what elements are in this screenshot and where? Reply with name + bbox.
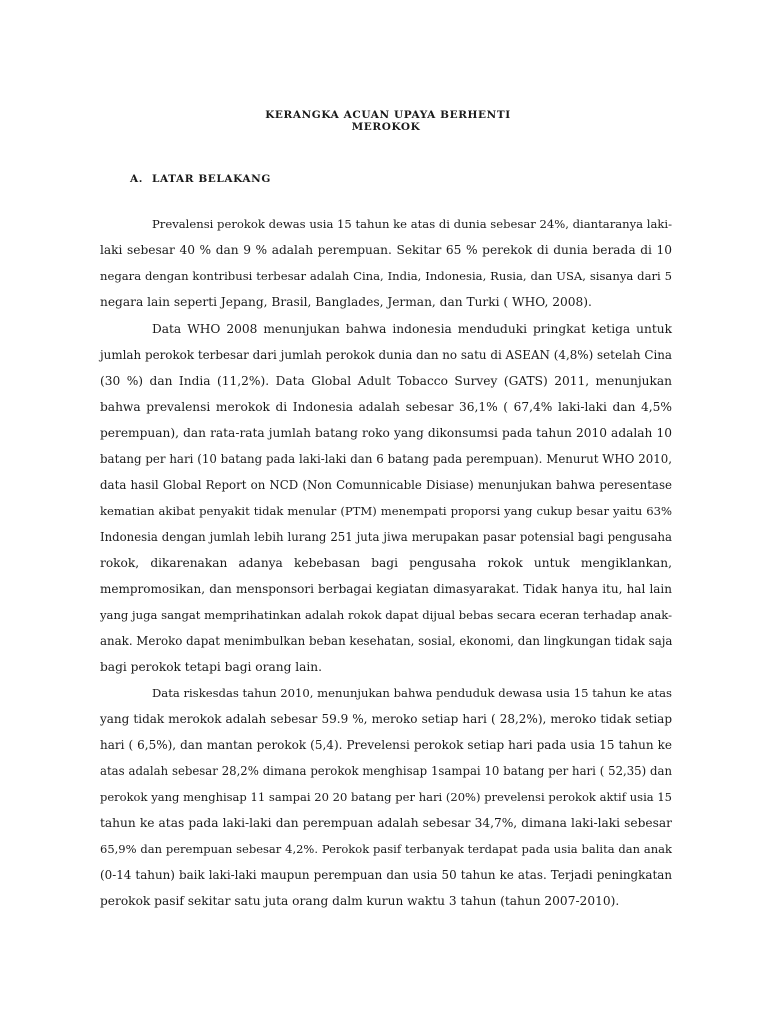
paragraph-line: Indonesia dengan jumlah lebih lurang 251 juta jiwa merupakan pasar potensial bagi pengusaha <box>100 530 672 544</box>
paragraph-line: Data riskesdas tahun 2010, menunjukan bahwa penduduk dewasa usia 15 tahun ke atas <box>152 686 672 700</box>
paragraph-line: mempromosikan, dan mensponsori berbagai kegiatan dimasyarakat. Tidak hanya itu, hal lain <box>100 582 672 596</box>
paragraph-line: yang juga sangat memprihatinkan adalah rokok dapat dijual bebas secara eceran terhadap anak- <box>100 608 673 622</box>
paragraph-line: (30 %) dan India (11,2%). Data Global Adult Tobacco Survey (GATS) 2011, menunjukan <box>100 374 672 388</box>
paragraph-line: laki sebesar 40 % dan 9 % adalah perempuan. Sekitar 65 % perekok di dunia berada di 10 <box>100 243 672 257</box>
paragraph-line: perokok yang menghisap 11 sampai 20 20 batang per hari (20%) prevelensi perokok aktif usia 15 <box>100 790 672 804</box>
paragraph-line: yang tidak merokok adalah sebesar 59.9 %, meroko setiap hari ( 28,2%), meroko tidak setiap <box>100 712 672 726</box>
paragraph-line: rokok, dikarenakan adanya kebebasan bagi pengusaha rokok untuk mengiklankan, <box>100 556 672 570</box>
paragraph-line: tahun ke atas pada laki-laki dan perempuan adalah sebesar 34,7%, dimana laki-laki sebesar <box>100 816 672 830</box>
paragraph-line: (0-14 tahun) baik laki-laki maupun perempuan dan usia 50 tahun ke atas. Terjadi peningkatan <box>100 868 672 882</box>
paragraph-line: negara lain seperti Jepang, Brasil, Banglades, Jerman, dan Turki ( WHO, 2008). <box>100 295 592 309</box>
paragraph-line: hari ( 6,5%), dan mantan perokok (5,4). Prevelensi perokok setiap hari pada usia 15 tahun ke <box>100 738 672 752</box>
paragraph-line: batang per hari (10 batang pada laki-laki dan 6 batang pada perempuan). Menurut WHO 2010, <box>100 452 672 466</box>
section-heading <box>130 173 271 185</box>
paragraph-line: kematian akibat penyakit tidak menular (PTM) menempati proporsi yang cukup besar yaitu 63% <box>100 504 672 518</box>
paragraph-line: jumlah perokok terbesar dari jumlah perokok dunia dan no satu di ASEAN (4,8%) setelah Cina <box>100 348 672 362</box>
paragraph-line: bagi perokok tetapi bagi orang lain. <box>100 660 323 674</box>
paragraph-line: bahwa prevalensi merokok di Indonesia adalah sebesar 36,1% ( 67,4% laki-laki dan 4,5% <box>100 400 672 414</box>
paragraph-line: data hasil Global Report on NCD (Non Comunnicable Disiase) menunjukan bahwa peresentase <box>100 478 672 492</box>
paragraph-line: atas adalah sebesar 28,2% dimana perokok menghisap 1sampai 10 batang per hari ( 52,35) dan <box>100 764 672 778</box>
paragraph-line: Prevalensi perokok dewas usia 15 tahun ke atas di dunia sebesar 24%, diantaranya laki- <box>152 217 673 231</box>
paragraph-line: 65,9% dan perempuan sebesar 4,2%. Perokok pasif terbanyak terdapat pada usia balita dan anak <box>100 842 672 856</box>
section-marker: A. <box>130 173 144 185</box>
section-heading-text: LATAR BELAKANG <box>152 173 271 185</box>
document-title: KERANGKA ACUAN UPAYA BERHENTI <box>265 109 511 121</box>
paragraph-line: negara dengan kontribusi terbesar adalah Cina, India, Indonesia, Rusia, dan USA, sisanya dari 5 <box>100 269 672 283</box>
document-title-continued: MEROKOK <box>351 121 421 133</box>
paragraph-line: Data WHO 2008 menunjukan bahwa indonesia menduduki pringkat ketiga untuk <box>152 322 672 336</box>
paragraph-line: anak. Meroko dapat menimbulkan beban kesehatan, sosial, ekonomi, dan lingkungan tidak saja <box>100 634 673 648</box>
paragraph-line: perempuan), dan rata-rata jumlah batang roko yang dikonsumsi pada tahun 2010 adalah 10 <box>100 426 672 440</box>
paragraph-line: perokok pasif sekitar satu juta orang dalm kurun waktu 3 tahun (tahun 2007-2010). <box>100 894 620 908</box>
